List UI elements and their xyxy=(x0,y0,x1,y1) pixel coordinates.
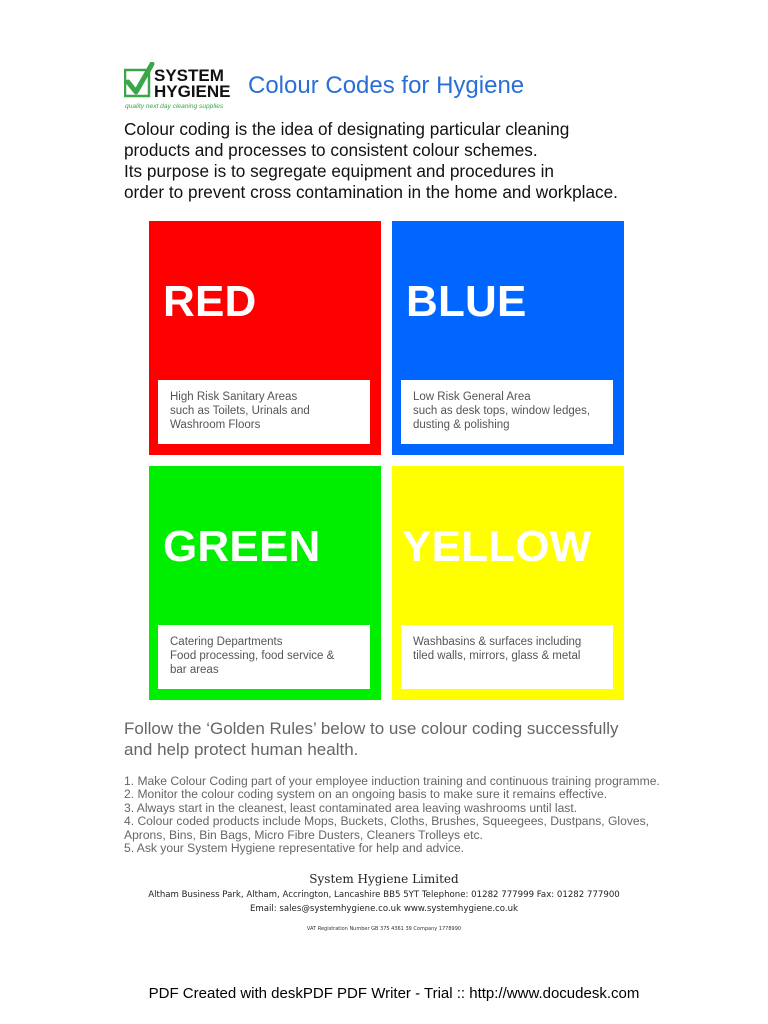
panel-red-description xyxy=(158,380,370,444)
panel-blue-description xyxy=(401,380,613,444)
panel-red-title: RED xyxy=(163,277,257,326)
panel-red xyxy=(149,221,381,455)
panel-green-desc-line: bar areas xyxy=(170,664,219,676)
golden-rule-item: 3. Always start in the cleanest, least contaminated area leaving washrooms until last. xyxy=(124,800,578,815)
golden-rule-item: 4. Colour coded products include Mops, Buckets, Cloths, Brushes, Squeegees, Dustpans, Gloves, xyxy=(124,814,650,829)
panel-green xyxy=(149,466,381,700)
pdf-watermark: PDF Created with deskPDF PDF Writer - Trial :: http://www.docudesk.com xyxy=(148,985,640,1002)
page-title: Colour Codes for Hygiene xyxy=(248,72,525,99)
panel-green-desc-line: Catering Departments xyxy=(170,636,283,648)
panel-blue xyxy=(392,221,624,455)
system-hygiene-logo xyxy=(124,62,240,112)
panel-yellow-desc-line: tiled walls, mirrors, glass & metal xyxy=(413,650,581,662)
panel-yellow-desc-line: Washbasins & surfaces including xyxy=(413,636,582,648)
golden-rule-item: 5. Ask your System Hygiene representative for help and advice. xyxy=(124,841,465,856)
golden-rule-item: 2. Monitor the colour coding system on an ongoing basis to make sure it remains effective. xyxy=(124,787,608,802)
panel-green-desc-line: Food processing, food service & xyxy=(170,650,335,662)
panel-yellow xyxy=(392,466,624,700)
company-email: Email: sales@systemhygiene.co.uk www.systemhygiene.co.uk xyxy=(249,904,519,914)
panel-blue-title: BLUE xyxy=(406,277,527,326)
vat-registration: VAT Registration Number GB 375 4361 39 Company 1778990 xyxy=(306,926,462,932)
intro-paragraph xyxy=(124,119,684,203)
golden-rule-item: 1. Make Colour Coding part of your employee induction training and continuous training programme. xyxy=(124,774,660,788)
panel-blue-desc-line: dusting & polishing xyxy=(413,419,510,431)
golden-rules-heading xyxy=(124,718,619,760)
panel-yellow-title: YELLOW xyxy=(402,522,592,571)
golden-rule-item: Aprons, Bins, Bin Bags, Micro Fibre Dusters, Cleaners Trolleys etc. xyxy=(124,827,483,842)
intro-line: products and processes to consistent colour schemes. xyxy=(124,140,538,160)
panel-red-desc-line: High Risk Sanitary Areas xyxy=(170,391,298,403)
golden-rules-heading-line: Follow the ‘Golden Rules’ below to use colour coding successfully xyxy=(124,719,619,738)
company-name: System Hygiene Limited xyxy=(309,872,459,886)
company-address: Altham Business Park, Altham, Accrington, Lancashire BB5 5YT Telephone: 01282 777999 Fax: 01282 777900 xyxy=(148,890,620,900)
panel-red-desc-line: such as Toilets, Urinals and xyxy=(170,405,310,417)
panel-blue-desc-line: Low Risk General Area xyxy=(413,391,531,403)
panel-green-description xyxy=(158,625,370,689)
logo-text-hygiene: HYGIENE xyxy=(154,82,231,101)
panel-red-desc-line: Washroom Floors xyxy=(170,419,261,431)
intro-line: Colour coding is the idea of designating particular cleaning xyxy=(124,119,570,139)
intro-line: order to prevent cross contamination in the home and workplace. xyxy=(124,182,618,202)
panel-yellow-description xyxy=(401,625,613,689)
logo-text-system: SYSTEM xyxy=(154,66,224,85)
logo-tagline: quality next day cleaning supplies xyxy=(125,103,224,110)
panel-blue-desc-line: such as desk tops, window ledges, xyxy=(413,405,591,417)
golden-rules-heading-line: and help protect human health. xyxy=(124,740,359,759)
golden-rules-list xyxy=(124,775,660,855)
panel-green-title: GREEN xyxy=(163,522,321,571)
intro-line: Its purpose is to segregate equipment and procedures in xyxy=(124,161,554,181)
